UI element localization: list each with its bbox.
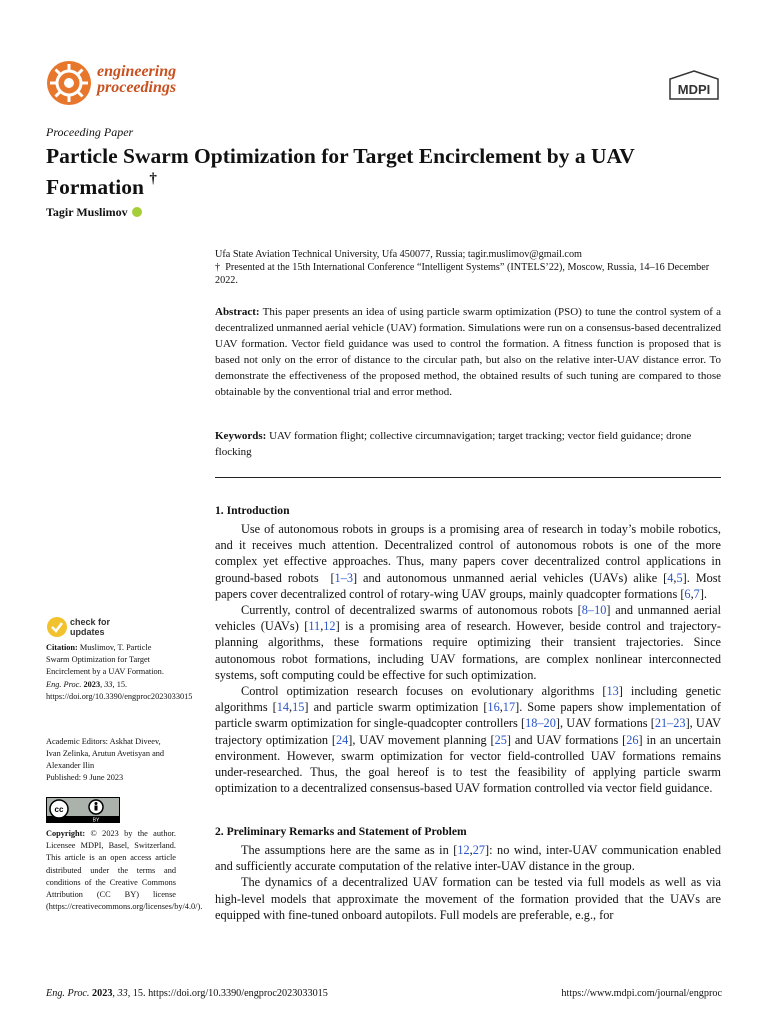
paper-title-text: Particle Swarm Optimization for Target Encirclement by a UAV Formation [46, 144, 635, 200]
citation-link[interactable]: 12 [457, 843, 470, 857]
svg-text:cc: cc [54, 805, 64, 814]
footer-year: 2023 [92, 988, 113, 999]
citation-link[interactable]: 15 [292, 700, 305, 715]
citation-link[interactable]: 8–10 [581, 603, 607, 618]
footer-doi[interactable]: , 15. https://doi.org/10.3390/engproc2023033015 [127, 988, 328, 999]
section-heading-preliminary: 2. Preliminary Remarks and Statement of Problem [215, 825, 467, 838]
paragraph: Currently, control of decentralized swarms of autonomous robots [8–10] and unmanned aerial vehicles (UAVs) [11,12] is a promising area of research. However, beside control and trajectory-planning algorithms, these formations require optimizing their transient trajectories. Since autonomous robot formations, including UAV formations, are complex nonlinear interconnected systems, soft computing could be effective for such optimization. [215, 603, 721, 682]
paragraph: Use of autonomous robots in groups is a promising area of research in today’s mobile robotics, and it receives much attention. Decentralized control of autonomous robots is one of the more complex yet effective approaches. Thus, many papers cover decentralized control applications in ground-based robots [1–3] and autonomous unmanned aerial vehicles (UAVs) alike [4,5]. Most papers cover decentralized control of rotary-wing UAV groups, mainly quadcopter formations [6,7]. [215, 522, 721, 601]
citation-link[interactable]: 13 [606, 684, 619, 699]
citation-label: Citation: [46, 643, 78, 652]
citation-year: 2023 [83, 679, 101, 689]
author-name[interactable]: Tagir Muslimov [46, 205, 128, 219]
affiliations [215, 248, 725, 287]
citation-link[interactable]: 7 [693, 586, 700, 601]
citation-volume: 33 [104, 679, 113, 689]
citation-link[interactable]: 6 [684, 586, 691, 601]
orcid-icon[interactable] [132, 207, 142, 217]
citation-link[interactable]: 21–23 [654, 716, 686, 731]
citation-link[interactable]: 24 [336, 732, 349, 747]
citation-link[interactable]: 25 [494, 732, 507, 747]
journal-logo-icon [46, 60, 92, 106]
paragraph: The assumptions here are the same as in [12,27]: no wind, inter-UAV communication enabled and sufficiently accurate computation of the relative inter-UAV distance in the group. [215, 843, 721, 874]
citation-link[interactable]: 12 [323, 619, 336, 634]
abstract-text: This paper presents an idea of using particle swarm optimization (PSO) to tune the control system of a decentralized unmanned aerial vehicle (UAV) formation. Simulations were run on a consensus-based decentralized UAV formation. Vector field guidance was used to control the formation. A fitness function is proposed that is based not only on the error of distance to the circular path, but also on the relative inter-UAV distance error. To demonstrate the effectiveness of the proposed method, the obtained results of such tuning are compared to those obtainable by the conventional trial and error method. [215, 306, 721, 398]
copyright-text: © 2023 by the author. Licensee MDPI, Basel, Switzerland. This article is an open access article distributed under the terms and conditions of the Creative Commons Attribution (CC BY) license (https://creativecommons.org/licenses/by/4.0/). [46, 829, 203, 912]
academic-editors: Academic Editors: Askhat Diveev, Ivan Zelinka, Arutun Avetisyan and Alexander Ilin [46, 737, 165, 771]
check-updates-label: check for updates [70, 617, 111, 637]
citation-link[interactable]: 4 [667, 570, 674, 585]
check-for-updates-button[interactable] [46, 616, 126, 640]
journal-name-line1: engineering [97, 63, 177, 80]
citation-text: Muslimov, T. Particle Swarm Optimization for Target Encirclement by a UAV Formation. [46, 643, 164, 677]
citation-link[interactable]: 5 [676, 570, 683, 585]
paper-title [46, 143, 706, 200]
footer-volume: 33 [117, 988, 128, 999]
citation-link[interactable]: 27 [472, 843, 486, 857]
abstract-label: Abstract: [215, 306, 260, 318]
footnote-mark: † [215, 262, 221, 273]
citation-link[interactable]: 16 [487, 700, 500, 715]
keywords-text: UAV formation flight; collective circumnavigation; target tracking; vector field guidance; drone flocking [215, 430, 692, 458]
journal-name-line2: proceedings [97, 79, 177, 96]
journal-name [97, 64, 176, 96]
affiliation: Ufa State Aviation Technical University, Ufa 450077, Russia; tagir.muslimov@gmail.com [215, 249, 582, 260]
citation-doi[interactable]: , 15. https://doi.org/10.3390/engproc2023033015 [46, 679, 193, 701]
footer-journal-url[interactable]: https://www.mdpi.com/journal/engproc [561, 988, 722, 999]
check-updates-icon [46, 616, 68, 638]
citation-link[interactable]: 18–20 [525, 716, 556, 731]
copyright-label: Copyright: [46, 829, 86, 838]
citation-link[interactable]: 11 [308, 619, 321, 634]
author [46, 205, 142, 220]
citation-link[interactable]: 17 [502, 700, 516, 715]
citation-block: Citation: Muslimov, T. Particle Swarm Optimization for Target Encirclement by a UAV Formation. Eng. Proc. 2023, 33, 15. https://doi.org/10.3390/engproc2023033015 [46, 643, 193, 701]
abstract [215, 304, 721, 400]
section-heading-introduction: 1. Introduction [215, 504, 290, 517]
footnote [215, 261, 725, 287]
published-date: Published: 9 June 2023 [46, 773, 124, 782]
citation-link[interactable]: 14 [276, 700, 290, 715]
citation-journal: Eng. Proc. [46, 679, 82, 689]
keywords [215, 428, 721, 460]
footnote-text: Presented at the 15th International Conference “Intelligent Systems” (INTELS’22), Moscow, Russia, 14–16 December 2022. [215, 262, 710, 286]
citation-link[interactable]: 26 [626, 732, 639, 747]
cc-license-badge-icon[interactable] [46, 797, 120, 823]
paragraph: Control optimization research focuses on evolutionary algorithms [13] including genetic algorithms [14,15] and particle swarm optimization [16,17]. Some papers show implementation of particle swarm optimization for single-quadcopter controllers [18–20], UAV formations [21–23], UAV trajectory optimization [24], UAV movement planning [25] and UAV formations [26] in an uncertain environment. However, swarm optimization for vector field-controlled UAV formations remains under-researched. Thus, the goal hereof is to test the feasibility of applying particle swarm optimization to a decentralized consensus-based UAV formation controlled via vector field guidance. [215, 684, 721, 796]
footer-journal: Eng. Proc. [46, 988, 90, 999]
svg-text:BY: BY [92, 817, 100, 823]
article-type: Proceeding Paper [46, 125, 134, 139]
keywords-label: Keywords: [215, 430, 267, 442]
divider [215, 477, 721, 478]
title-footnote-mark: † [149, 171, 157, 187]
paragraph: The dynamics of a decentralized UAV formation can be tested via full models as well as via high-level models that approximate the movement of the formation provided that the UAVs are equipped with fine-tuned onboard autopilots. Full models are preferable, e.g., for [215, 875, 721, 922]
copyright-block [46, 828, 203, 913]
footer-citation: Eng. Proc. 2023, 33, 15. https://doi.org/10.3390/engproc2023033015 [46, 988, 328, 999]
preliminary-body [215, 842, 721, 923]
mdpi-logo-icon [668, 70, 720, 100]
mdpi-logo-text: MDPI [677, 82, 711, 97]
citation-link[interactable]: 1–3 [334, 570, 353, 585]
introduction-body [215, 521, 721, 796]
